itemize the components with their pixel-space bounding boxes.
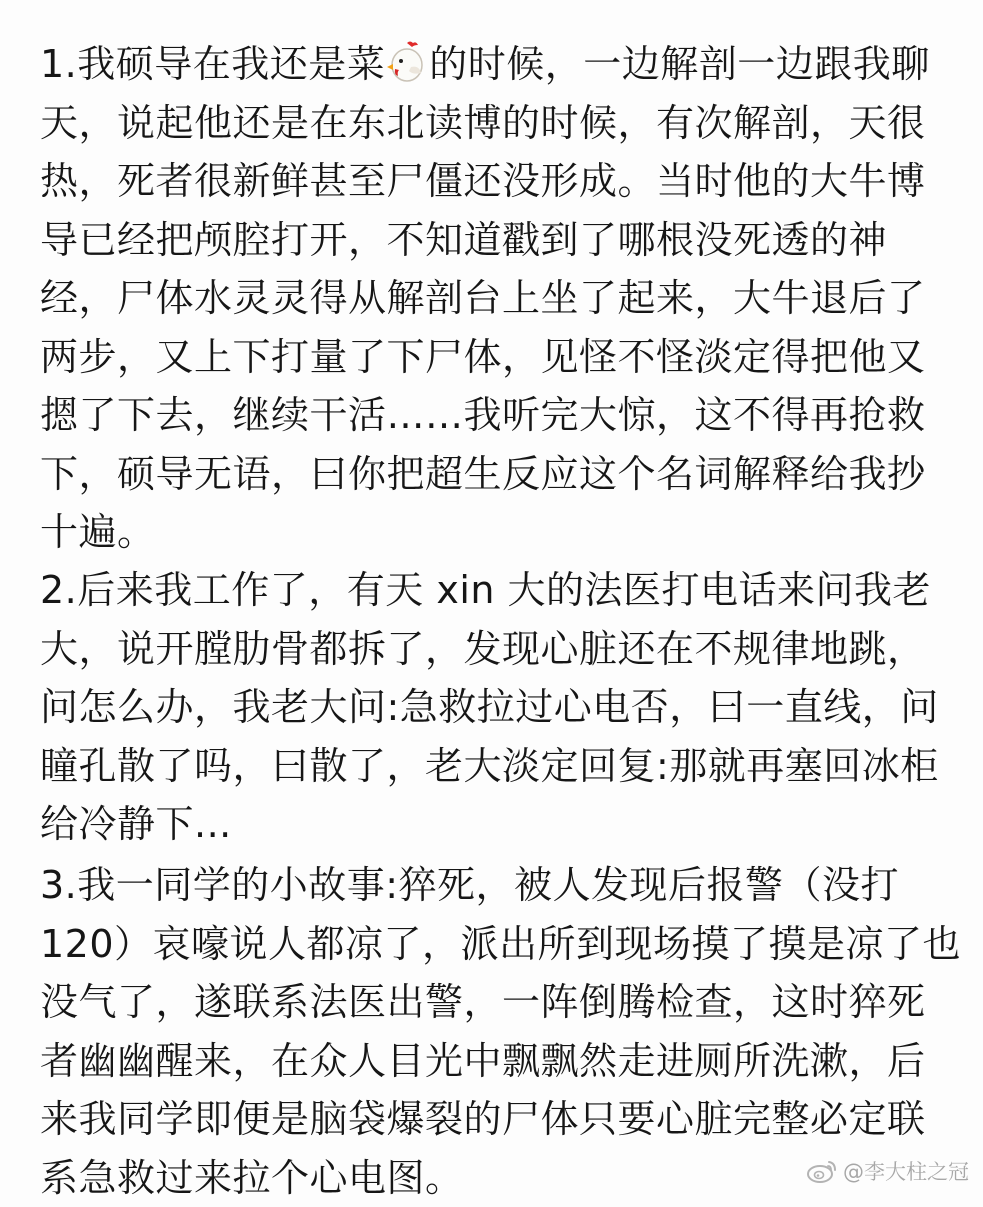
paragraph-3-line-5: 来我同学即便是脑袋爆裂的尸体只要心脏完整必定联	[40, 1090, 945, 1149]
paragraph-2	[40, 561, 945, 854]
weibo-watermark	[805, 1156, 969, 1186]
paragraph-3-line-1: 3.我一同学的小故事:猝死，被人发现后报警（没打	[40, 856, 945, 915]
paragraph-3-line-3: 没气了，遂联系法医出警，一阵倒腾检查，这时猝死	[40, 973, 945, 1032]
paragraph-3-line-4: 者幽幽醒来，在众人目光中飘飘然走进厕所洗漱，后	[40, 1032, 945, 1091]
paragraph-2-line-2: 大，说开膛肋骨都拆了，发现心脏还在不规律地跳，	[40, 620, 945, 679]
paragraph-2-line-4: 瞳孔散了吗，曰散了，老大淡定回复:那就再塞回冰柜	[40, 737, 945, 796]
line-text: 1.我硕导在我还是菜	[40, 42, 385, 86]
paragraph-1	[40, 35, 945, 562]
paragraph-2-line-5: 给冷静下...	[40, 795, 945, 854]
paragraph-1-line-6: 两步，又上下打量了下尸体，见怪不怪淡定得把他又	[40, 328, 945, 387]
watermark-text: @李大柱之冠	[843, 1156, 969, 1186]
paragraph-1-line-2: 天，说起他还是在东北读博的时候，有次解剖，天很	[40, 94, 945, 153]
paragraph-2-line-3: 问怎么办，我老大问:急救拉过心电否，曰一直线，问	[40, 678, 945, 737]
paragraph-3	[40, 856, 945, 1207]
paragraph-1-line-4: 导已经把颅腔打开，不知道戳到了哪根没死透的神	[40, 211, 945, 270]
paragraph-1-line-5: 经，尸体水灵灵得从解剖台上坐了起来，大牛退后了	[40, 269, 945, 328]
paragraph-3-line-2: 120）哀嚎说人都凉了，派出所到现场摸了摸是凉了也	[40, 915, 945, 974]
weibo-logo-icon	[805, 1158, 839, 1184]
paragraph-1-line-8: 下，硕导无语，曰你把超生反应这个名词解释给我抄	[40, 445, 945, 504]
line-text: 的时候，一边解剖一边跟我聊	[429, 42, 930, 86]
paragraph-2-line-1: 2.后来我工作了，有天 xin 大的法医打电话来问我老	[40, 561, 945, 620]
paragraph-3-line-6: 系急救过来拉个心电图。	[40, 1149, 945, 1207]
paragraph-1-line-7: 摁了下去，继续干活……我听完大惊，这不得再抢救	[40, 386, 945, 445]
paragraph-1-line-9: 十遍。	[40, 503, 945, 562]
chicken-emoji	[387, 39, 427, 83]
paragraph-1-line-3: 热，死者很新鲜甚至尸僵还没形成。当时他的大牛博	[40, 152, 945, 211]
paragraph-1-line-1	[40, 35, 945, 94]
